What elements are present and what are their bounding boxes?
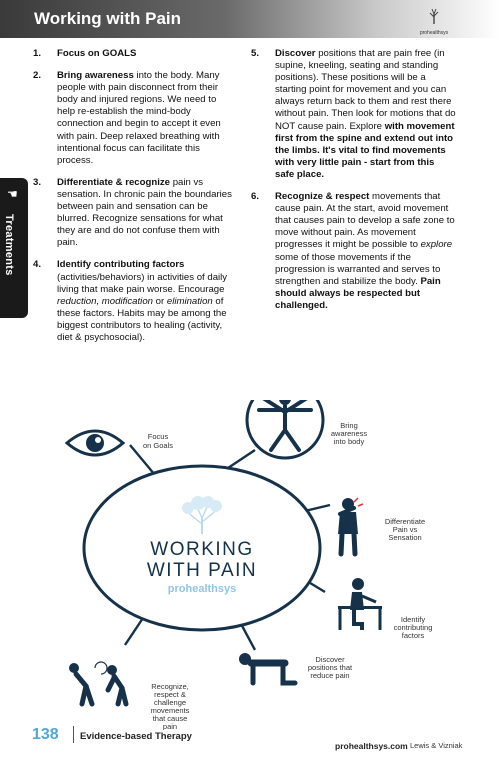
awareness-label-1: Bring — [340, 421, 358, 430]
item-text: reduction, modification — [57, 295, 153, 307]
list-item — [33, 177, 235, 250]
diagram-brand: prohealthsys — [167, 583, 237, 595]
list-item — [33, 259, 235, 344]
kneeling-person-icon — [239, 653, 295, 683]
footer-divider — [73, 726, 74, 743]
differentiate-label-1: Differentiate — [384, 517, 426, 526]
list-item — [33, 48, 235, 60]
discover-label-1: Discover — [315, 655, 345, 664]
list-item — [251, 191, 456, 312]
hand-icon: ☚ — [7, 187, 18, 201]
item-text: with movement first from the spine and extend out into the limbs. It's vital to find movements with very little pain - start from this safe place. — [275, 120, 455, 180]
discover-label-2: positions that — [307, 663, 353, 672]
recognize-label-5: that cause — [152, 714, 188, 723]
footer-site: prohealthsys.com — [335, 741, 408, 751]
item-text: positions that are pain free (in supine, kneeling, seating and standing positions). These positions will be a starting point for movement and you can always return back to them and rest there without pain. Then look for motions that do NOT cause pain. Explore — [275, 48, 456, 132]
rotate-arrow-icon — [95, 662, 107, 674]
item-number: 1. — [33, 48, 42, 59]
header-logo-text: prohealthsys — [419, 30, 449, 36]
bending-person-icon — [69, 663, 92, 704]
page-header — [0, 0, 500, 38]
item-text: movements that cause pain. At the start, avoid movement that causes pain to develop a safe zone to move without pain. As movement progresses it might be possible to — [275, 191, 455, 251]
awareness-label-3: into body — [333, 437, 365, 446]
lifting-person-icon — [107, 665, 126, 704]
item-text: or — [153, 295, 167, 307]
identify-label-1: Identify — [400, 615, 426, 624]
item-text: (activities/behaviors) in activities of daily living that make pain worse. Encourage — [57, 271, 228, 295]
working-with-pain-diagram — [40, 400, 470, 730]
differentiate-label-2: Pain vs — [392, 525, 418, 534]
recognize-label-2: respect & — [154, 690, 186, 699]
item-number: 4. — [33, 259, 42, 271]
footer-section: Evidence-based Therapy — [80, 731, 192, 742]
awareness-label-2: awareness — [330, 429, 368, 438]
item-text: Identify contributing factors — [57, 259, 185, 271]
right-column — [251, 48, 456, 322]
item-text: some of those movements if the progression is warranted and serves to strengthen and stabilize the body. — [275, 251, 441, 287]
item-text: Recognize & respect — [275, 191, 370, 203]
focus-label-1: Focus — [147, 432, 169, 441]
side-tab-label: Treatments — [3, 214, 15, 276]
item-text: into the body. Many people with pain disconnect from their body and injured regions. We need to help re-establish the mind-body connection and begin to accept it even with pain. Deep relaxed breathing with intentional focus can facilitate this process. — [57, 70, 221, 166]
item-text: Bring awareness — [57, 70, 134, 82]
item-text: Pain should always be respected but challenged. — [275, 275, 441, 311]
list-item — [33, 70, 235, 167]
item-text: Focus on GOALS — [57, 48, 137, 59]
recognize-label-6: pain — [162, 722, 178, 730]
recognize-label-1: Recognize, — [151, 682, 189, 691]
item-text: pain vs sensation. In chronic pain the boundaries between pain and sensation can be blurred. Recognize sensations for what they are and do not confuse them with pain. — [57, 176, 232, 249]
item-text: elimination — [166, 295, 213, 307]
item-text: explore — [420, 239, 453, 251]
header-logo — [414, 5, 454, 36]
recognize-label-4: movements — [150, 706, 190, 715]
diagram-title-line2: WITH PAIN — [146, 560, 258, 581]
side-tab — [0, 178, 28, 318]
diagram-title-line1: WORKING — [150, 539, 254, 560]
list-item — [251, 48, 456, 181]
item-number: 6. — [251, 191, 260, 203]
differentiate-label-3: Sensation — [388, 533, 422, 542]
item-number: 5. — [251, 48, 260, 59]
item-number: 2. — [33, 70, 42, 82]
eye-icon — [67, 431, 123, 455]
shoulder-pain-icon — [338, 498, 363, 554]
identify-label-3: factors — [401, 631, 425, 640]
recognize-label-3: challenge — [153, 698, 187, 707]
item-text: of these factors. Habits may be among the biggest contributors to healing (activity, diet & psychosocial). — [57, 295, 227, 343]
page-number: 138 — [32, 726, 59, 743]
page-title: Working with Pain — [34, 9, 182, 28]
footer-authors: Lewis & Vizniak — [410, 741, 463, 750]
item-text: Differentiate & recognize — [57, 176, 171, 188]
focus-label-2: on Goals — [142, 441, 174, 450]
identify-label-2: contributing — [393, 623, 433, 632]
tree-icon — [424, 5, 444, 25]
left-column — [33, 48, 235, 354]
item-text: Discover — [275, 48, 316, 59]
desk-worker-icon — [338, 578, 382, 630]
item-number: 3. — [33, 176, 42, 188]
discover-label-3: reduce pain — [310, 671, 350, 680]
vitruvian-man-icon — [247, 400, 323, 458]
